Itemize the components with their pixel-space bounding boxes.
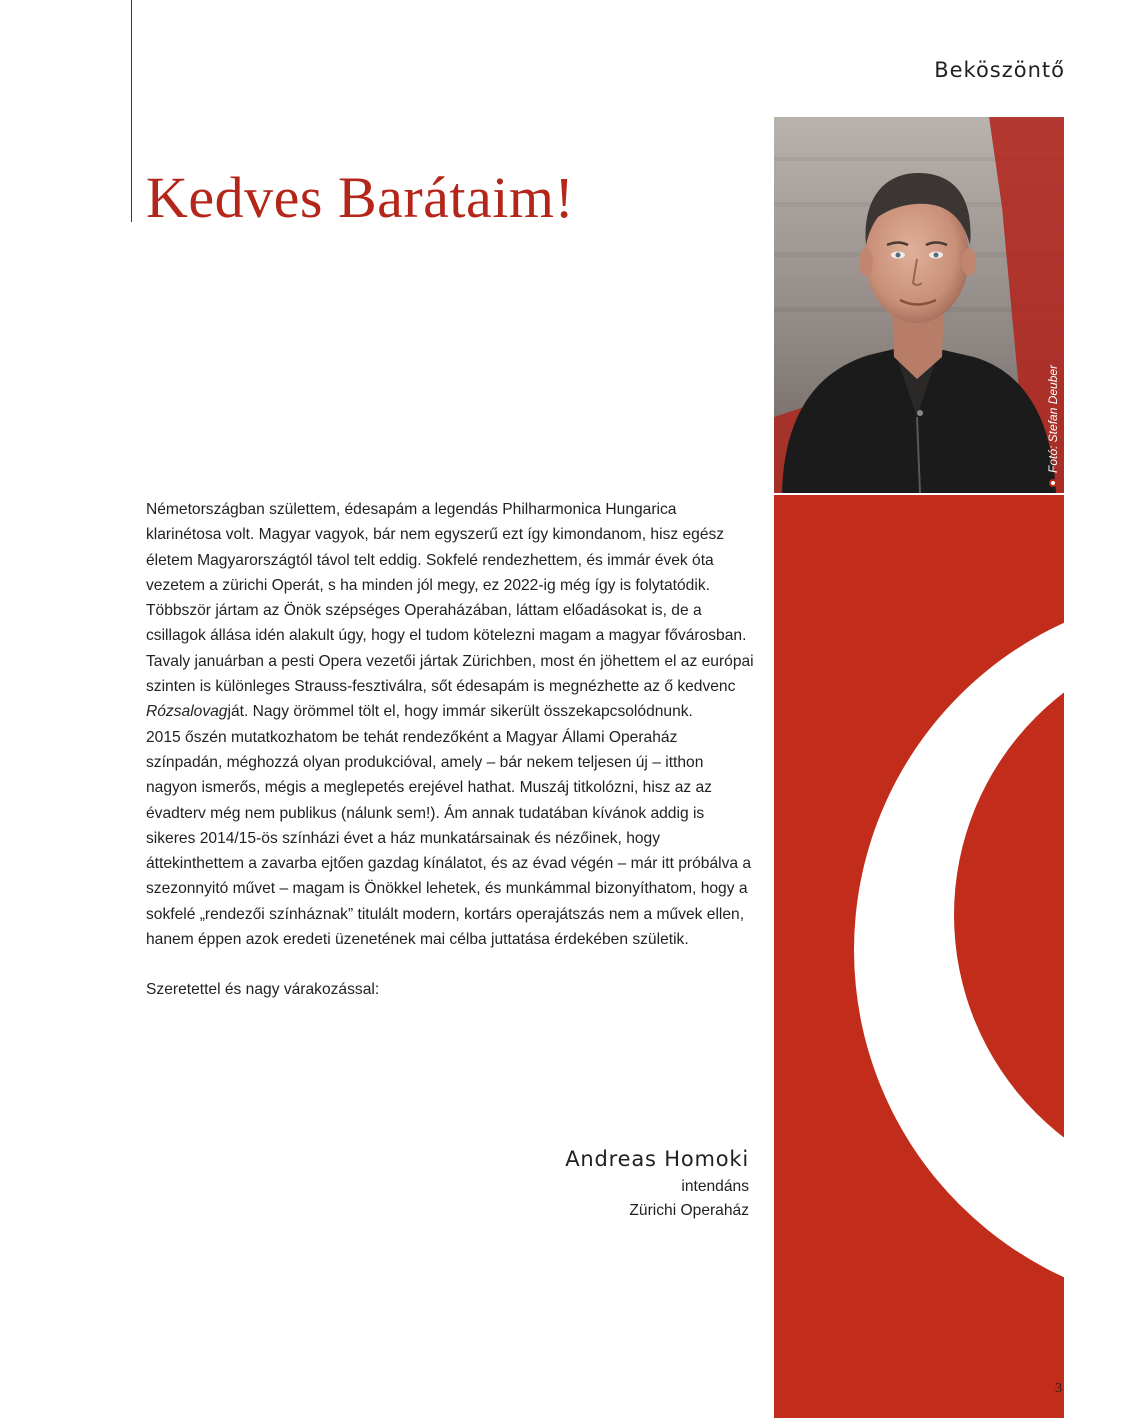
portrait-illustration: [774, 117, 1064, 493]
signature-organization: Zürichi Operaház: [629, 1202, 749, 1219]
signature-role: intendáns: [681, 1178, 749, 1195]
decorative-arc: [774, 495, 1064, 1418]
letter-paragraph: Németországban születtem, édesapám a legendás Philharmonica Hungarica klarinétosa volt. Magyar vagyok, bár nem egyszerű ezt így kimondanom, hisz egész életem Magyarországtól távol telt eddig. Sokfelé rendezhettem, és immár évek óta vezetem a zürichi Operát, s ha minden jól megy, ez 2022-ig még így is folytatódik. Többször jártam az Önök szépséges Operaházában, láttam előadásokat is, de a csillagok állása idén alakult úgy, hogy el tudom kötelezni magam a magyar fővárosban.: [146, 501, 747, 645]
opera-title: Rózsalovag: [146, 703, 228, 721]
letter-text: ját. Nagy örömmel tölt el, hogy immár sikerült összekapcsolódnunk.: [227, 703, 693, 721]
letter-paragraph: 2015 őszén mutatkozhatom be tehát rendezőként a Magyar Állami Operaház színpadán, méghozzá olyan produkcióval, amely – bár nekem teljesen új – itthon nagyon ismerős, mégis a meglepetés erejével hathat. Muszáj titkolózni, hisz az az évadterv még nem publikus (nálunk sem!). Ám annak tudatában kívánok addig is sikeres 2014/15-ös színházi évet a ház munkatársainak és nézőinek, hogy áttekinthettem a zavarba ejtően gazdag kínálatot, és az évad végén – már itt próbálva a szezonnyitó művet – magam is Önökkel lehetek, és munkámmal bizonyíthatom, hogy a sokfelé „rendezői színháznak” titulált modern, kortárs operajátszás nem a művek ellen, hanem éppen azok eredeti üzenetének mai célba juttatása érdekében születik.: [146, 728, 752, 949]
portrait-photo: [774, 117, 1064, 493]
decorative-red-panel: [774, 495, 1064, 1418]
letter-closing: Szeretettel és nagy várakozással:: [146, 981, 380, 999]
photo-credit: [1046, 365, 1060, 487]
letter-paragraph: [146, 649, 756, 725]
section-title: Beköszöntő: [934, 58, 1065, 82]
photo-credit-text: Fotó: Stefan Deuber: [1046, 364, 1060, 473]
signature-name: Andreas Homoki: [565, 1147, 749, 1171]
margin-rule: [131, 0, 132, 222]
letter-body: [146, 497, 756, 1003]
page-title: Kedves Barátaim!: [146, 165, 575, 230]
credit-circle-icon: [1049, 479, 1057, 487]
letter-text: Tavaly januárban a pesti Opera vezetői jártak Zürichben, most én jöhettem el az európai szinten is különleges Strauss-fesztiválra, sőt édesapám is megnézhette az ő kedvenc: [146, 652, 754, 696]
page-number: 3: [1055, 1381, 1062, 1396]
